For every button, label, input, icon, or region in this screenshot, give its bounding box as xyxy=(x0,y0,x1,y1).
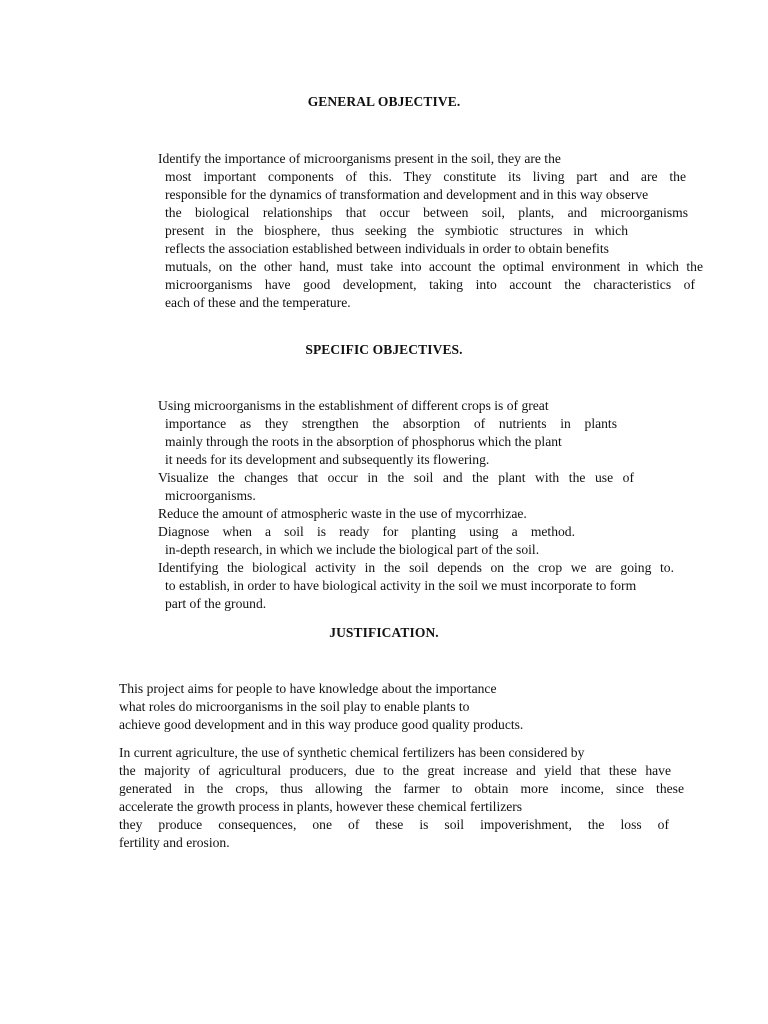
justification-paragraph-2-line-1: In current agriculture, the use of synthetic chemical fertilizers has been considered by xyxy=(119,745,585,760)
justification-paragraph-2-line-3: generated in the crops, thus allowing the farmer to obtain more income, since these xyxy=(119,781,684,796)
specific-objective-item-5-cont: part of the ground. xyxy=(165,596,267,611)
specific-objective-item-2: Visualize the changes that occur in the soil and the plant with the use of xyxy=(158,470,634,485)
justification-heading: JUSTIFICATION. xyxy=(329,625,439,640)
general-objective-heading: GENERAL OBJECTIVE. xyxy=(307,94,461,109)
justification-paragraph-1-line-1: This project aims for people to have knowledge about the importance xyxy=(119,681,497,696)
general-objective-line-2: most important components of this. They constitute its living part and are the xyxy=(165,169,686,184)
general-objective-line-4: the biological relationships that occur between soil, plants, and microorganisms xyxy=(165,205,688,220)
specific-objective-item-4: Diagnose when a soil is ready for planting using a method. xyxy=(158,524,575,539)
justification-paragraph-2-line-4: accelerate the growth process in plants, however these chemical fertilizers xyxy=(119,799,523,814)
general-objective-line-5: present in the biosphere, thus seeking the symbiotic structures in which xyxy=(165,223,628,238)
specific-objective-item-1-cont: importance as they strengthen the absorption of nutrients in plants xyxy=(165,416,617,431)
justification-paragraph-2-line-2: the majority of agricultural producers, due to the great increase and yield that these have xyxy=(119,763,671,778)
general-objective-line-9: each of these and the temperature. xyxy=(165,295,351,310)
justification-paragraph-1-line-2: what roles do microorganisms in the soil play to enable plants to xyxy=(119,699,470,714)
justification-paragraph-2-line-6: fertility and erosion. xyxy=(119,835,230,850)
specific-objective-item-1-cont: it needs for its development and subsequently its flowering. xyxy=(165,452,490,467)
justification-paragraph-1-line-3: achieve good development and in this way produce good quality products. xyxy=(119,717,524,732)
justification-paragraph-2-line-5: they produce consequences, one of these is soil impoverishment, the loss of xyxy=(119,817,669,832)
general-objective-line-1: Identify the importance of microorganisms present in the soil, they are the xyxy=(158,151,561,166)
general-objective-line-8: microorganisms have good development, taking into account the characteristics of xyxy=(165,277,695,292)
specific-objective-item-1: Using microorganisms in the establishment of different crops is of great xyxy=(158,398,549,413)
specific-objective-item-1-cont: mainly through the roots in the absorption of phosphorus which the plant xyxy=(165,434,562,449)
specific-objective-item-5: Identifying the biological activity in the soil depends on the crop we are going to. xyxy=(158,560,674,575)
specific-objective-item-2-cont: microorganisms. xyxy=(165,488,256,503)
specific-objective-item-5-cont: to establish, in order to have biological activity in the soil we must incorporate to form xyxy=(165,578,637,593)
specific-objectives-heading: SPECIFIC OBJECTIVES. xyxy=(305,342,463,357)
specific-objective-item-4-cont: in-depth research, in which we include the biological part of the soil. xyxy=(165,542,540,557)
general-objective-line-3: responsible for the dynamics of transformation and development and in this way observe xyxy=(165,187,649,202)
general-objective-line-6: reflects the association established between individuals in order to obtain benefits xyxy=(165,241,609,256)
general-objective-line-7: mutuals, on the other hand, must take into account the optimal environment in which the xyxy=(165,259,703,274)
specific-objective-item-3: Reduce the amount of atmospheric waste in the use of mycorrhizae. xyxy=(158,506,527,521)
